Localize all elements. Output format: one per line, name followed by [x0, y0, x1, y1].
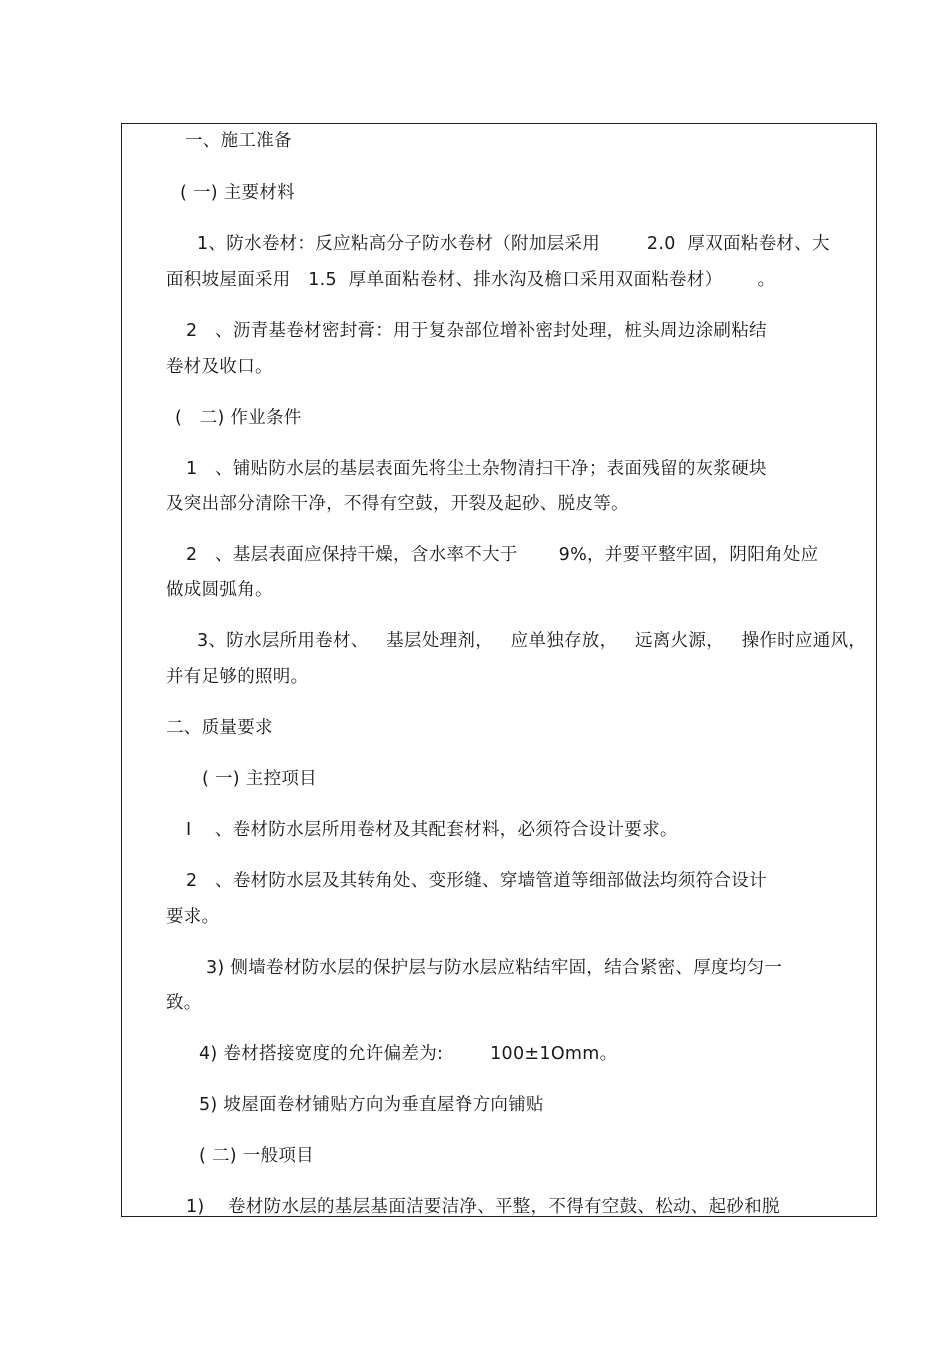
paragraph-line: 及突出部分清除干净，不得有空鼓，开裂及起砂、脱皮等。 — [166, 494, 629, 514]
subheading-general-items: ( 二) 一般项目 — [199, 1146, 314, 1166]
paragraph-line: 做成圆弧角。 — [166, 580, 273, 600]
subheading-main-materials: ( 一) 主要材料 — [180, 183, 295, 203]
paragraph-line: 1、防水卷材：反应粘高分子防水卷材（附加层采用 2.0 厚双面粘卷材、大 — [197, 234, 830, 254]
paragraph-line: 3、防水层所用卷材、 基层处理剂， 应单独存放， 远离火源， 操作时应通风， — [197, 631, 867, 651]
paragraph-line: 并有足够的照明。 — [166, 667, 309, 687]
document-frame — [121, 123, 877, 1217]
paragraph-line: 2 、基层表面应保持干燥，含水率不大于 9%，并要平整牢固，阴阳角处应 — [186, 545, 819, 565]
paragraph-line: I 、卷材防水层所用卷材及其配套材料，必须符合设计要求。 — [186, 820, 678, 840]
paragraph-line: 5) 坡屋面卷材铺贴方向为垂直屋脊方向铺贴 — [199, 1095, 544, 1115]
paragraph-line: 4) 卷材搭接宽度的允许偏差为: 100±1Omm。 — [199, 1044, 618, 1064]
paragraph-line: 1) 卷材防水层的基层基面洁要洁净、平整，不得有空鼓、松动、起砂和脱 — [186, 1197, 780, 1217]
paragraph-line: 2 、沥青基卷材密封膏：用于复杂部位增补密封处理，桩头周边涂刷粘结 — [186, 321, 767, 341]
paragraph-line: 1 、铺贴防水层的基层表面先将尘土杂物清扫干净；表面残留的灰浆硬块 — [186, 459, 767, 479]
paragraph-line: 3) 侧墙卷材防水层的保护层与防水层应粘结牢固，结合紧密、厚度均匀一 — [206, 958, 783, 978]
subheading-main-control-items: ( 一) 主控项目 — [202, 769, 317, 789]
section-heading-quality-requirements: 二、质量要求 — [166, 718, 273, 738]
paragraph-line: 2 、卷材防水层及其转角处、变形缝、穿墙管道等细部做法均须符合设计 — [186, 871, 767, 891]
paragraph-line: 致。 — [166, 993, 202, 1013]
paragraph-line: 卷材及收口。 — [166, 357, 273, 377]
section-heading-construction-prep: 一、施工准备 — [185, 131, 292, 151]
paragraph-line: 要求。 — [166, 907, 220, 927]
subheading-work-conditions: ( 二) 作业条件 — [175, 408, 302, 428]
paragraph-line: 面积坡屋面采用 1.5 厚单面粘卷材、排水沟及檐口采用双面粘卷材） 。 — [166, 270, 776, 290]
